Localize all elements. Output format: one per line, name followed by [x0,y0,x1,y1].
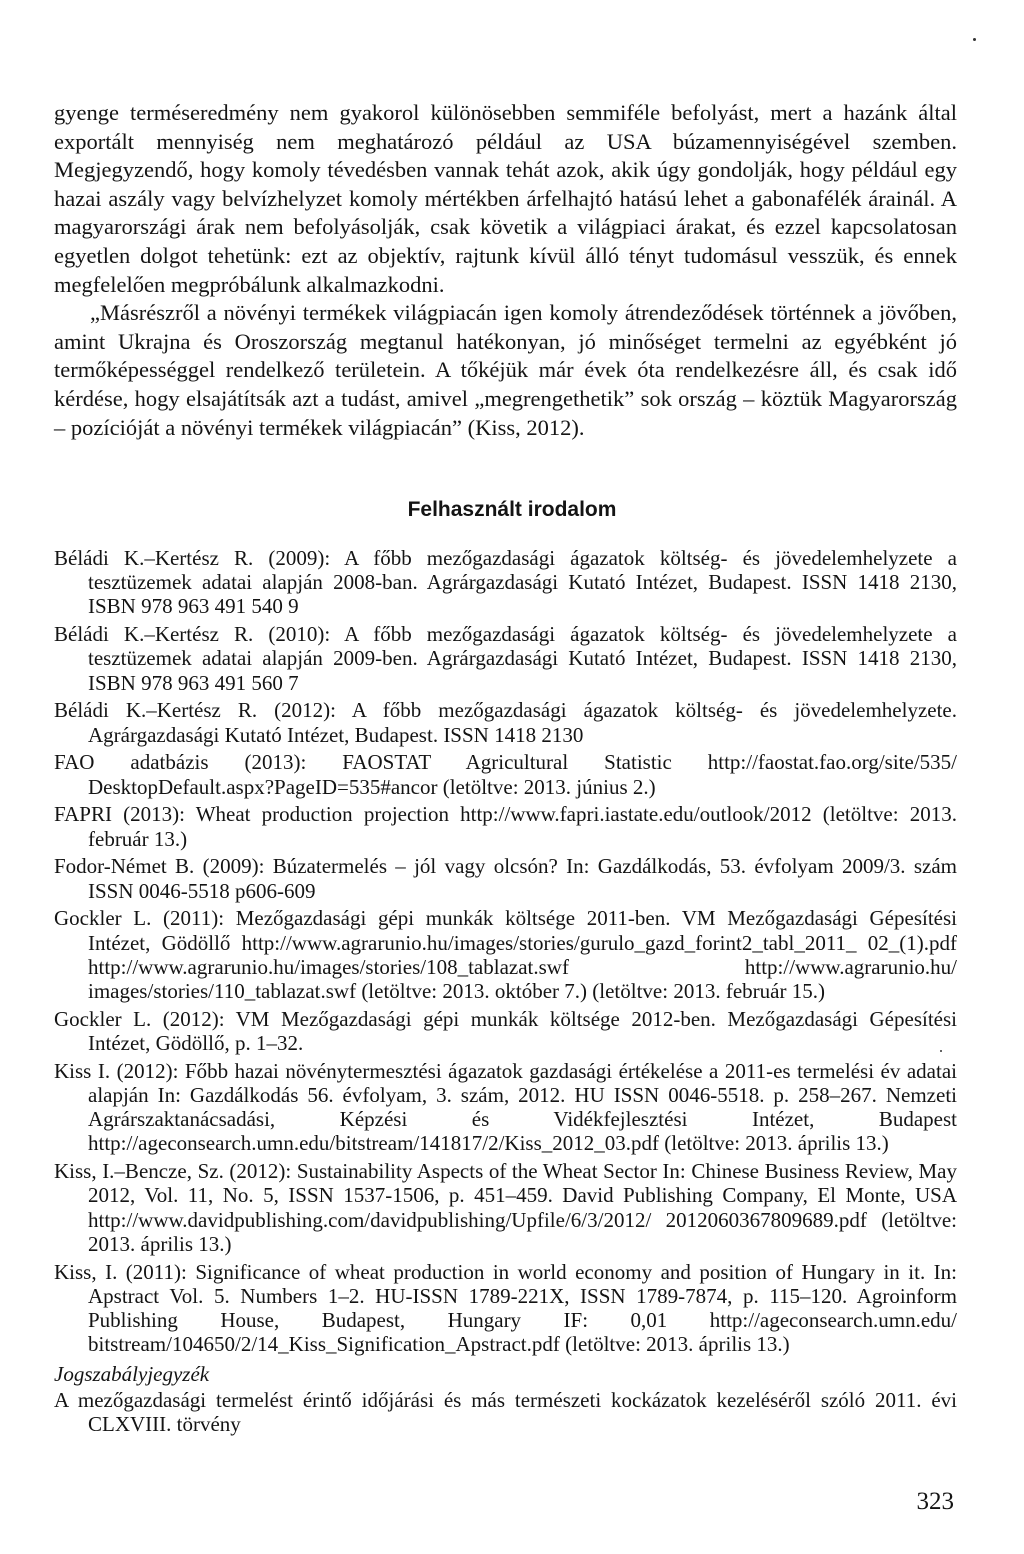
references-heading: Felhasznált irodalom [407,498,617,521]
reference-item: Kiss, I. (2011): Significance of wheat production in world economy and position of Hungary in it. In: Apstract Vol. 5. Numbers 1–2. HU-ISSN 1789-221X, ISSN 1789-7874, p. 115–120. Agroinform Publishing House, Budapest, Hungary IF: 0,01 http://ageconsearch.umn.edu/ bitstream/104650/2/14_Kiss_Signification_Apstract.pdf (letöltve: 2013. április 13.) [54,1259,957,1357]
reference-item: Gockler L. (2012): VM Mezőgazdasági gépi munkák költsége 2012-ben. Mezőgazdasági Gépesítési Intézet, Gödöllő, p. 1–32. [54,1006,957,1056]
legal-section [54,1362,957,1436]
reference-item: Béládi K.–Kertész R. (2009): A főbb mezőgazdasági ágazatok költség- és jövedelemhelyzete a tesztüzemek adatai alapján 2008-ban. Agrárgazdasági Kutató Intézet, Budapest. ISSN 1418 2130, ISBN 978 963 491 540 9 [54,546,957,619]
reference-item: FAO adatbázis (2013): FAOSTAT Agricultural Statistic http://faostat.fao.org/site/535/ DesktopDefault.aspx?PageID=535#ancor (letöltve: 2013. június 2.) [54,750,957,799]
reference-item: Kiss, I.–Bencze, Sz. (2012): Sustainability Aspects of the Wheat Sector In: Chinese Business Review, May 2012, Vol. 11, No. 5, ISSN 1537-1506, p. 451–459. David Publishing Company, El Monte, USA http://www.davidpublishing.com/davidpublishing/Upfile/6/3/2012/ 2012060367809689.pdf (letöltve: 2013. április 13.) [54,1159,957,1256]
legal-heading: Jogszabályjegyzék [54,1362,210,1387]
body-paragraph: „Másrészről a növényi termékek világpiacán igen komoly átrendeződések történnek a jövőben, amint Ukrajna és Oroszország megtanul hatékonyan, jó minőséget termelni az egyébként jó termőképességgel rendelkező területein. A tőkéjük már évek óta rendelkezésre áll, és csak idő kérdése, hogy elsajátítsák azt a tudást, amivel „megrengethetik” sok ország – köztük Magyarország – pozícióját a növényi termékek világpiacán” (Kiss, 2012). [54,300,957,440]
reference-item: Kiss I. (2012): Főbb hazai növénytermesztési ágazatok gazdasági értékelése a 2011-es termelési év adatai alapján In: Gazdálkodás 56. évfolyam, 3. szám, 2012. HU ISSN 0046-5518. p. 258–267. Nemzeti Agrárszaktanácsadási, Képzési és Vidékfejlesztési Intézet, Budapest http://ageconsearch.umn.edu/bitstream/141817/2/Kiss_2012_03.pdf (letöltve: 2013. április 13.) [54,1058,957,1156]
legal-item: A mezőgazdasági termelést érintő időjárási és más természeti kockázatok kezeléséről szóló 2011. évi CLXVIII. törvény [54,1388,957,1437]
body-paragraph: gyenge terméseredmény nem gyakorol különösebben semmiféle befolyást, mert a hazánk által exportált mennyiség nem meghatározó például az USA búzamennyiségével szemben. Megjegyzendő, hogy komoly tévedésben vannak tehát azok, akik úgy gondolják, hogy például egy hazai aszály vagy belvízhelyzet komoly mértékben árfelhajtó hatású lehet a gabonafélék árainál. A magyarországi árak nem befolyásolják, csak követik a világpiaci árakat, és ezzel kapcsolatosan egyetlen dolgot tehetünk: ezt az objektív, rajtunk kívül álló tényt tudomásul vesszük, és ennek megfelelően megpróbálunk alkalmazkodni. [54,100,957,297]
reference-item: Béládi K.–Kertész R. (2010): A főbb mezőgazdasági ágazatok költség- és jövedelemhelyzete a tesztüzemek adatai alapján 2009-ben. Agrárgazdasági Kutató Intézet, Budapest. ISSN 1418 2130, ISBN 978 963 491 560 7 [54,622,957,695]
page-number: 323 [916,1488,954,1515]
reference-item: Gockler L. (2011): Mezőgazdasági gépi munkák költsége 2011-ben. VM Mezőgazdasági Gépesítési Intézet, Gödöllő http://www.agrarunio.hu/images/stories/gurulo_gazd_forint2_tabl_2011_ 02_(1).pdf http://www.agrarunio.hu/images/stories/108_tablazat.swf http://www.agrarunio.hu/ images/stories/110_tablazat.swf (letöltve: 2013. október 7.) (letöltve: 2013. február 15.) [54,906,957,1004]
scan-speck [973,38,976,41]
reference-item: Fodor-Német B. (2009): Búzatermelés – jól vagy olcsón? In: Gazdálkodás, 53. évfolyam 2009/3. szám ISSN 0046-5518 p606-609 [54,854,957,903]
references-list [54,546,957,1436]
body-text [54,99,957,442]
reference-item: FAPRI (2013): Wheat production projection http://www.fapri.iastate.edu/outlook/2012 (letöltve: 2013. február 13.) [54,802,957,851]
reference-item: Béládi K.–Kertész R. (2012): A főbb mezőgazdasági ágazatok költség- és jövedelemhelyzete. Agrárgazdasági Kutató Intézet, Budapest. ISSN 1418 2130 [54,698,957,747]
